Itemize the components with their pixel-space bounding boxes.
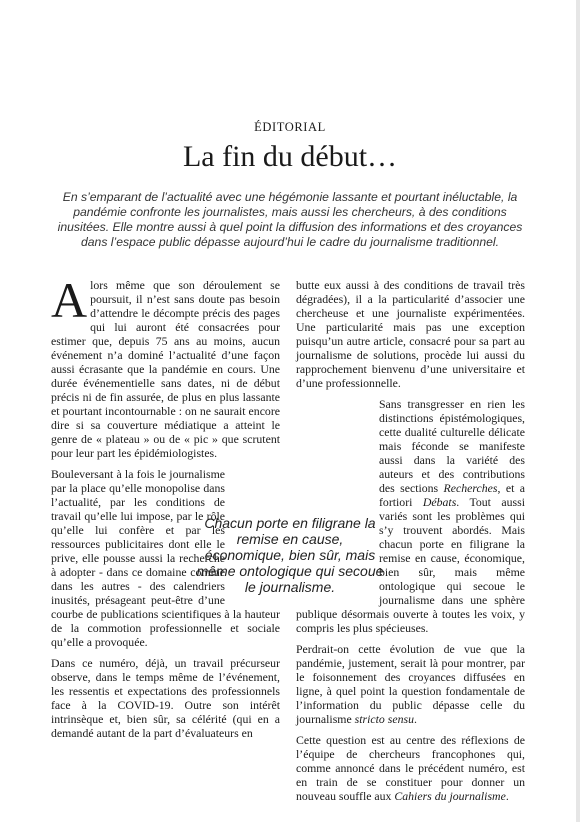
left-column xyxy=(51,272,280,747)
left-paragraph-1-text: lors même que son déroulement se poursuit, il n’est sans doute pas besoin d’attendre le décompte précis des pages qui lui auront été consacrées pour estimer que, depuis 75 ans au moins, aucun événement n’a dominé l’actualité d’une façon aussi écrasante que la pandémie en cours. Une durée événementielle sans dates, ni de début précis ni de fin assurée, de plus en plus lassante et pourtant incontournable : on ne saurait encore dire si sa couverture médiatique a atteint le genre de « plateau » ou de « pic » que scrutent pour leur part les épidémiologistes. xyxy=(51,278,280,460)
section-name-debats: Débats xyxy=(422,495,457,509)
stricto-sensu: stricto sensu xyxy=(354,712,414,726)
pull-quote: Chacun porte en filigrane la remise en cause, économique, bien sûr, mais même ontologique qui secoue le journalisme. xyxy=(196,515,384,595)
section-name-recherches: Recherches xyxy=(443,481,498,495)
right-paragraph-1: butte eux aussi à des conditions de travail très dégradées), il a la particularité d’associer une chercheuse et une journaliste expérimentées. Une particularité mais pas une exception puisqu’un autre article, consacré pour sa part au journalisme de solutions, procède lui aussi du rapprochement bienvenu d’une universitaire et d’une professionnelle. xyxy=(296,278,525,390)
right-paragraph-3: Perdrait-on cette évolution de vue que la pandémie, justement, serait là pour montrer, par le foisonnement des croyances diffusées en ligne, à quel point la question fondamentale de l’information du public dépasse celle du journalisme stricto sensu. xyxy=(296,642,525,726)
left-paragraph-2-text: Bouleversant à la fois le journalisme par la place qu’elle monopolise dans l’actualité, par les conditions de travail qu’elle lui impose, par le rôle qu’elle lui confère et par les ressources publicitaires dont elle le prive, elle pousse aussi la recherche à adopter - dans ce domaine comme dans les autres - des calendriers inusités, présageant peut-être d’une courbe de publications scientifiques à la hauteur de la commotion professionnelle et sociale qu’elle a provoquée. xyxy=(51,467,280,649)
left-paragraph-3: Dans ce numéro, déjà, un travail précurseur observe, dans le temps même de l’événement, les ressentis et expectations des professionnels face à la COVID-19. Outre son intérêt intrinsèque et, bien sûr, sa célérité (qui en a demandé autant de la part d’évaluateurs en xyxy=(51,656,280,740)
right-paragraph-4: Cette question est au centre des réflexions de l’équipe de chercheurs francophones qui, comme annoncé dans le précédent numéro, est en train de se constituer pour donner un nouveau souffle aux Cahiers du journalisme. xyxy=(296,733,525,803)
article-title: La fin du début… xyxy=(182,140,398,173)
section-kicker: ÉDITORIAL xyxy=(254,120,326,134)
right-paragraph-2: Sans transgresser en rien les distinctions épistémologiques, cette dualité culturelle délicate mais féconde se manifeste aussi dans la variété des auteurs et des contributions des sections Recherches, et a fortiori Débats. Tout aussi variés sont les problèmes qui s’y trouvent abordés. Mais chacun porte en filigrane la remise en cause, économique, bien sûr, mais même ontologique qui secoue le journalisme dans une sphère publique désormais ouverte à toutes les voix, y compris les plus spécieuses. xyxy=(296,397,525,635)
article-lede: En s’emparant de l’actualité avec une hégémonie lassante et pourtant inéluctable, la pandémie confronte les journalistes, mais aussi les chercheurs, à des conditions inusitées. Elle montre aussi à quel point la diffusion des informations et des croyances dans l’espace public dépasse aujourd’hui le cadre du journalisme traditionnel. xyxy=(57,190,523,249)
left-paragraph-1 xyxy=(51,272,280,460)
journal-name: Cahiers du journalisme xyxy=(394,789,506,803)
drop-cap: A xyxy=(51,272,88,328)
